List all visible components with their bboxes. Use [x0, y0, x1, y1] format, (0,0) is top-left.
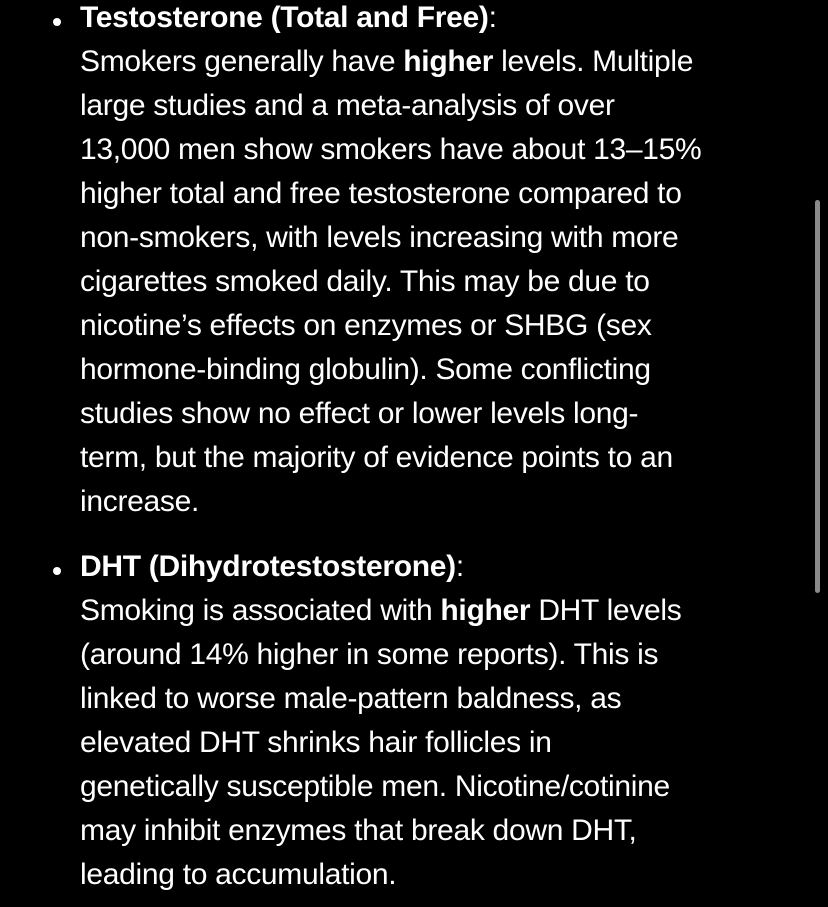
text-segment: hormone-binding globulin). Some conflicting	[80, 353, 651, 386]
text-segment: cigarettes smoked daily. This may be due to	[80, 265, 650, 298]
scrollbar-track	[816, 0, 828, 907]
bold-text-segment: Testosterone (Total and Free)	[80, 1, 489, 34]
text-line	[80, 809, 794, 853]
text-segment: 13,000 men show smokers have about 13–15%	[80, 133, 702, 166]
text-segment: genetically susceptible men. Nicotine/cotinine	[80, 770, 670, 803]
bulleted-list	[80, 0, 794, 897]
text-line	[80, 128, 794, 172]
text-line	[80, 84, 794, 128]
text-line	[80, 765, 794, 809]
text-segment: non-smokers, with levels increasing with more	[80, 221, 679, 254]
text-line	[80, 392, 794, 436]
list-item-title-line	[80, 545, 794, 589]
text-segment: nicotine’s effects on enzymes or SHBG (sex	[80, 309, 652, 342]
text-line	[80, 260, 794, 304]
bold-text-segment: higher	[403, 45, 494, 78]
text-line	[80, 172, 794, 216]
text-segment: DHT levels	[530, 594, 682, 627]
text-segment: term, but the majority of evidence points to an	[80, 441, 673, 474]
text-line	[80, 216, 794, 260]
text-segment: :	[488, 1, 497, 34]
text-line	[80, 721, 794, 765]
text-segment: may inhibit enzymes that break down DHT,	[80, 814, 637, 847]
text-segment: levels. Multiple	[493, 45, 694, 78]
bullet-icon	[53, 567, 61, 575]
text-segment: higher total and free testosterone compared to	[80, 177, 682, 210]
bullet-icon	[53, 18, 61, 26]
text-line	[80, 40, 794, 84]
text-segment: increase.	[80, 485, 200, 518]
scrollbar-thumb[interactable]	[815, 200, 820, 593]
text-segment: linked to worse male-pattern baldness, as	[80, 682, 622, 715]
text-segment: :	[455, 550, 464, 583]
text-segment: elevated DHT shrinks hair follicles in	[80, 726, 552, 759]
text-line	[80, 633, 794, 677]
text-line	[80, 480, 794, 524]
text-segment: leading to accumulation.	[80, 858, 397, 891]
list-item	[80, 0, 794, 524]
text-line	[80, 853, 794, 897]
bold-text-segment: higher	[440, 594, 531, 627]
list-item-title-line	[80, 0, 794, 40]
text-segment: (around 14% higher in some reports). This is	[80, 638, 659, 671]
bold-text-segment: DHT (Dihydrotestosterone)	[80, 550, 456, 583]
text-line	[80, 589, 794, 633]
text-line	[80, 348, 794, 392]
text-segment: Smokers generally have	[80, 45, 404, 78]
text-line	[80, 677, 794, 721]
text-segment: large studies and a meta-analysis of over	[80, 89, 615, 122]
list-item	[80, 545, 794, 897]
text-line	[80, 436, 794, 480]
text-segment: Smoking is associated with	[80, 594, 441, 627]
text-segment: studies show no effect or lower levels long-	[80, 397, 639, 430]
text-line	[80, 304, 794, 348]
